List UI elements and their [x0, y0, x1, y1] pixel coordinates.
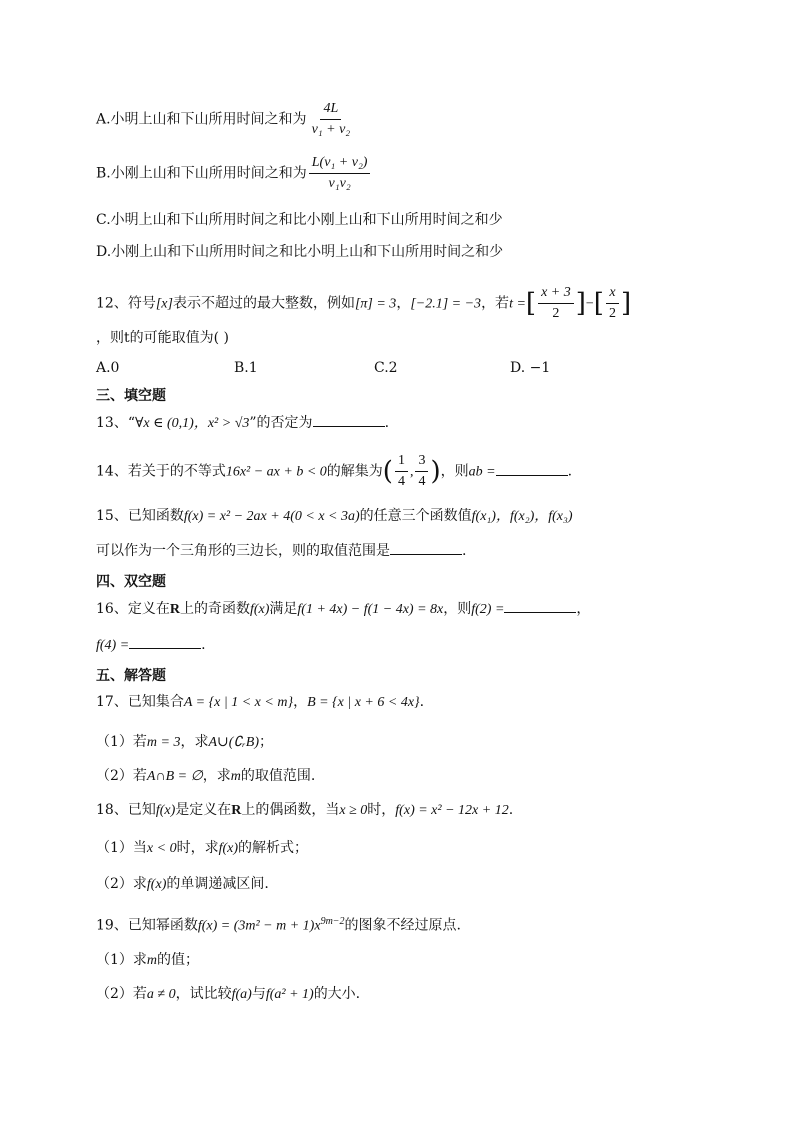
fraction: $\frac{3}{4}$	[415, 452, 428, 491]
q12-option-b: B.1	[234, 360, 258, 376]
q15-line2: 可以作为一个三角形的三边长，则的取值范围是 .	[96, 540, 466, 561]
q16-line2: f(4) = .	[96, 634, 206, 656]
q18-part1: （1）当x < 0时，求f(x)的解析式；	[96, 840, 309, 856]
section-heading-double-blank: 四、双空题	[96, 574, 166, 590]
q19-part1: （1）求m的值；	[96, 952, 200, 968]
answer-blank	[390, 540, 462, 555]
fraction: $\frac{\text{L(v₁ + v₂)}}{\text{v₁v₂}}$	[309, 154, 371, 193]
q18-part2: （2）求f(x)的单调递减区间.	[96, 876, 269, 892]
answer-blank	[313, 412, 385, 427]
fraction: $\frac{x + 3}{2}$	[538, 284, 574, 323]
q12-stem: 12、符号[x]表示不超过的最大整数，例如[π] = 3，[−2.1] = −3，若t =[ $\frac{x + 3}{2}$ ]−[ $\frac{x}{2}$ ]	[96, 285, 632, 321]
q13: 13、“∀x ∈ (0,1)，x² > √3”的否定为 .	[96, 412, 389, 434]
q17: 17、已知集合A = {x | 1 < x < m}，B = {x | x + 6 < 4x}.	[96, 694, 425, 710]
q17-part2: （2）若A∩B = ∅，求m的取值范围.	[96, 768, 316, 784]
q12-option-a: A.0	[96, 360, 120, 376]
fraction: $\frac{x}{2}$	[606, 284, 619, 323]
answer-blank	[504, 598, 576, 613]
q11-option-b: B.小刚上山和下山所用时间之和为 $\frac{\text{L(v₁ + v₂)}}{\text{v₁v₂}}$	[96, 154, 372, 193]
q12-stem-line2: ，则t的可能取值为( )	[96, 330, 229, 346]
q12-option-c: C.2	[374, 360, 398, 376]
q19-part2: （2）若a ≠ 0，试比较f(a)与f(a² + 1)的大小.	[96, 986, 361, 1002]
fraction: $\frac{4L}{\text{v₁ + v₂}}$	[311, 101, 351, 137]
q11-option-c: C.小明上山和下山所用时间之和比小刚上山和下山所用时间之和少	[96, 212, 503, 228]
q15: 15、已知函数f(x) = x² − 2ax + 4(0 < x < 3a)的任意三个函数值f(x₁)，f(x₂)，f(x₃)	[96, 508, 573, 524]
answer-blank	[496, 461, 568, 476]
section-heading-fill-in: 三、填空题	[96, 388, 166, 404]
section-heading-solve: 五、解答题	[96, 668, 166, 684]
fraction: $\frac{1}{4}$	[395, 452, 408, 491]
q18: 18、已知f(x)是定义在R上的偶函数，当x ≥ 0时，f(x) = x² − 12x + 12.	[96, 802, 514, 818]
answer-blank	[129, 634, 201, 649]
q11-option-a: A.小明上山和下山所用时间之和为 $\frac{4L}{\text{v₁ + v₂}}$	[96, 100, 355, 139]
q12-option-d: D. −1	[510, 360, 551, 376]
q14: 14、若关于的不等式16x² − ax + b < 0的解集为( $\frac{1}{4}$ , $\frac{3}{4}$ )，则ab = .	[96, 453, 573, 489]
q16: 16、定义在R上的奇函数f(x)满足f(1 + 4x) − f(1 − 4x) = 8x，则f(2) = ，	[96, 598, 590, 620]
q11-option-d: D.小刚上山和下山所用时间之和比小明上山和下山所用时间之和少	[96, 244, 504, 260]
q17-part1: （1）若m = 3，求A∪(∁ᵣB)；	[96, 734, 273, 750]
q19: 19、已知幂函数$f(x) = (3m^2 - m + 1)x^{9m-2}$的图象不经过原点.	[96, 916, 461, 934]
